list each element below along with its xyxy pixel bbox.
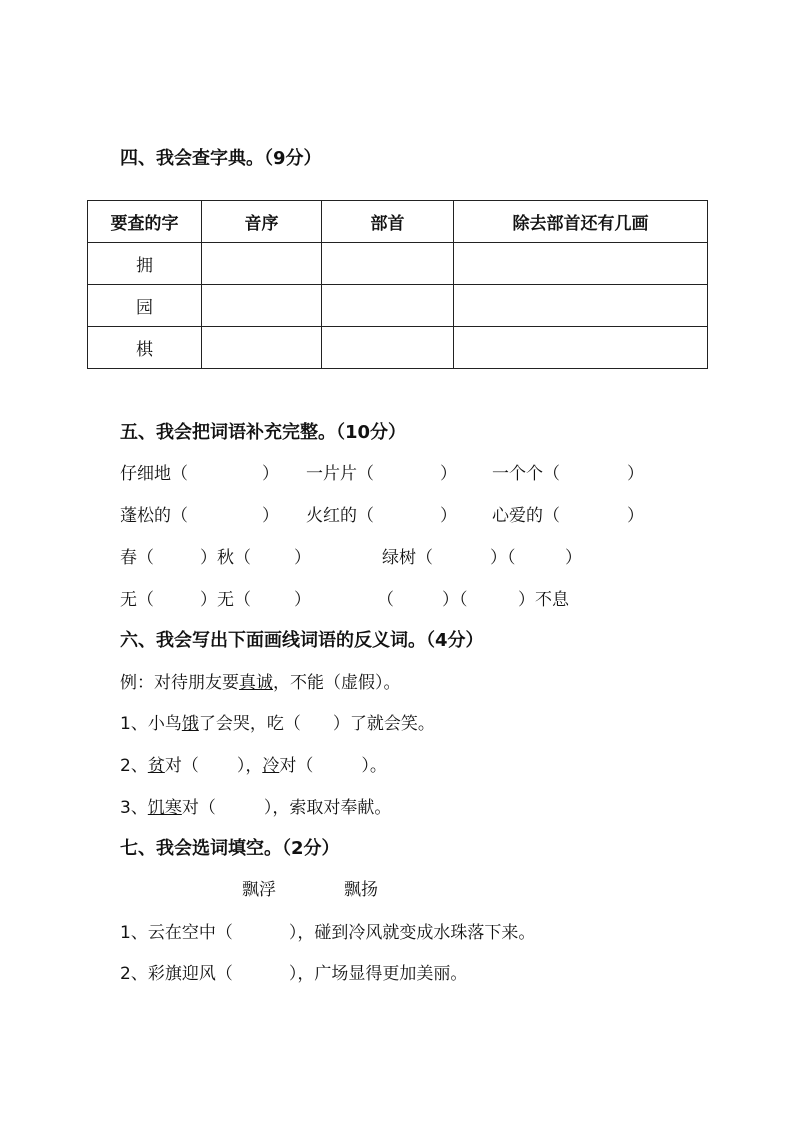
text: ），碰到冷风就变成水珠落下来。 [288,923,536,943]
answer-cell[interactable] [202,243,322,285]
header-stroke-count: 除去部首还有几画 [454,201,708,243]
underlined-word: 冷 [262,756,280,776]
section-6-title: 六、我会写出下面画线词语的反义词。（4分） [120,630,484,651]
table-header-row [88,201,708,243]
text: 了会哭，吃（ [198,714,301,734]
fill-phrase: ）（ [490,548,516,568]
answer-cell[interactable] [202,327,322,369]
word-option: 飘浮 [242,880,276,900]
answer-cell[interactable] [454,327,708,369]
underlined-word: 饥寒 [147,798,182,818]
text: ）。 [361,756,387,776]
char-cell: 园 [88,285,202,327]
fill-phrase: 蓬松的（ [120,506,188,526]
table-row [88,285,708,327]
text: 对（ [181,798,216,818]
fill-phrase: ） [262,506,279,526]
underlined-word: 饿 [181,714,199,734]
text: ），索取对奉献。 [263,798,392,818]
fill-phrase: ） [440,506,457,526]
section-7-title: 七、我会选词填空。（2分） [120,838,340,859]
fill-phrase: 心爱的（ [492,506,560,526]
fill-phrase: 绿树（ [382,548,433,568]
word-option: 飘扬 [344,880,378,900]
text: 2、 [120,756,148,776]
char-cell: 拥 [88,243,202,285]
fill-phrase: ） [565,548,582,568]
fill-phrase: ） [294,590,311,610]
answer-cell[interactable] [454,285,708,327]
fill-phrase: ） [627,464,644,484]
char-cell: 棋 [88,327,202,369]
fill-phrase: 仔细地（ [120,464,188,484]
fill-phrase: ）（ [442,590,468,610]
table-row [88,243,708,285]
text: 1、小鸟 [120,714,182,734]
section-5-title: 五、我会把词语补充完整。（10分） [120,422,407,443]
example-line [120,675,401,692]
text: 3、 [120,798,148,818]
section-4-title: 四、我会查字典。（9分） [120,148,322,169]
question-line [120,758,387,775]
text: ）， [236,756,263,776]
question-line [120,966,467,983]
question-line [120,800,391,817]
text: ，不能（虚假）。 [273,673,401,693]
fill-phrase: ）秋（ [200,548,251,568]
fill-phrase: 一个个（ [492,464,560,484]
underlined-word: 贫 [147,756,165,776]
header-radical: 部首 [322,201,454,243]
fill-phrase: ） [627,506,644,526]
question-line [120,716,435,733]
header-pinyin-initial: 音序 [202,201,322,243]
text: 2、彩旗迎风（ [120,964,233,984]
fill-phrase: 无（ [120,590,154,610]
answer-cell[interactable] [202,285,322,327]
text: ）了就会笑。 [332,714,435,734]
underlined-word: 真诚 [239,673,273,693]
fill-phrase: 火红的（ [306,506,374,526]
table-row [88,327,708,369]
answer-cell[interactable] [322,285,454,327]
answer-cell[interactable] [322,327,454,369]
text: 对（ [164,756,199,776]
fill-phrase: （ [377,590,394,610]
fill-phrase: ） [262,464,279,484]
fill-phrase: ）无（ [200,590,251,610]
question-line [120,925,535,942]
dictionary-table [87,200,708,369]
text: 例：对待朋友要 [120,673,239,693]
answer-cell[interactable] [454,243,708,285]
header-character: 要查的字 [88,201,202,243]
fill-phrase: 一片片（ [306,464,374,484]
text: 1、云在空中（ [120,923,233,943]
fill-phrase: ）不息 [518,590,569,610]
answer-cell[interactable] [322,243,454,285]
text: ），广场显得更加美丽。 [288,964,468,984]
fill-phrase: 春（ [120,548,154,568]
text: 对（ [279,756,314,776]
fill-phrase: ） [294,548,311,568]
fill-phrase: ） [440,464,457,484]
